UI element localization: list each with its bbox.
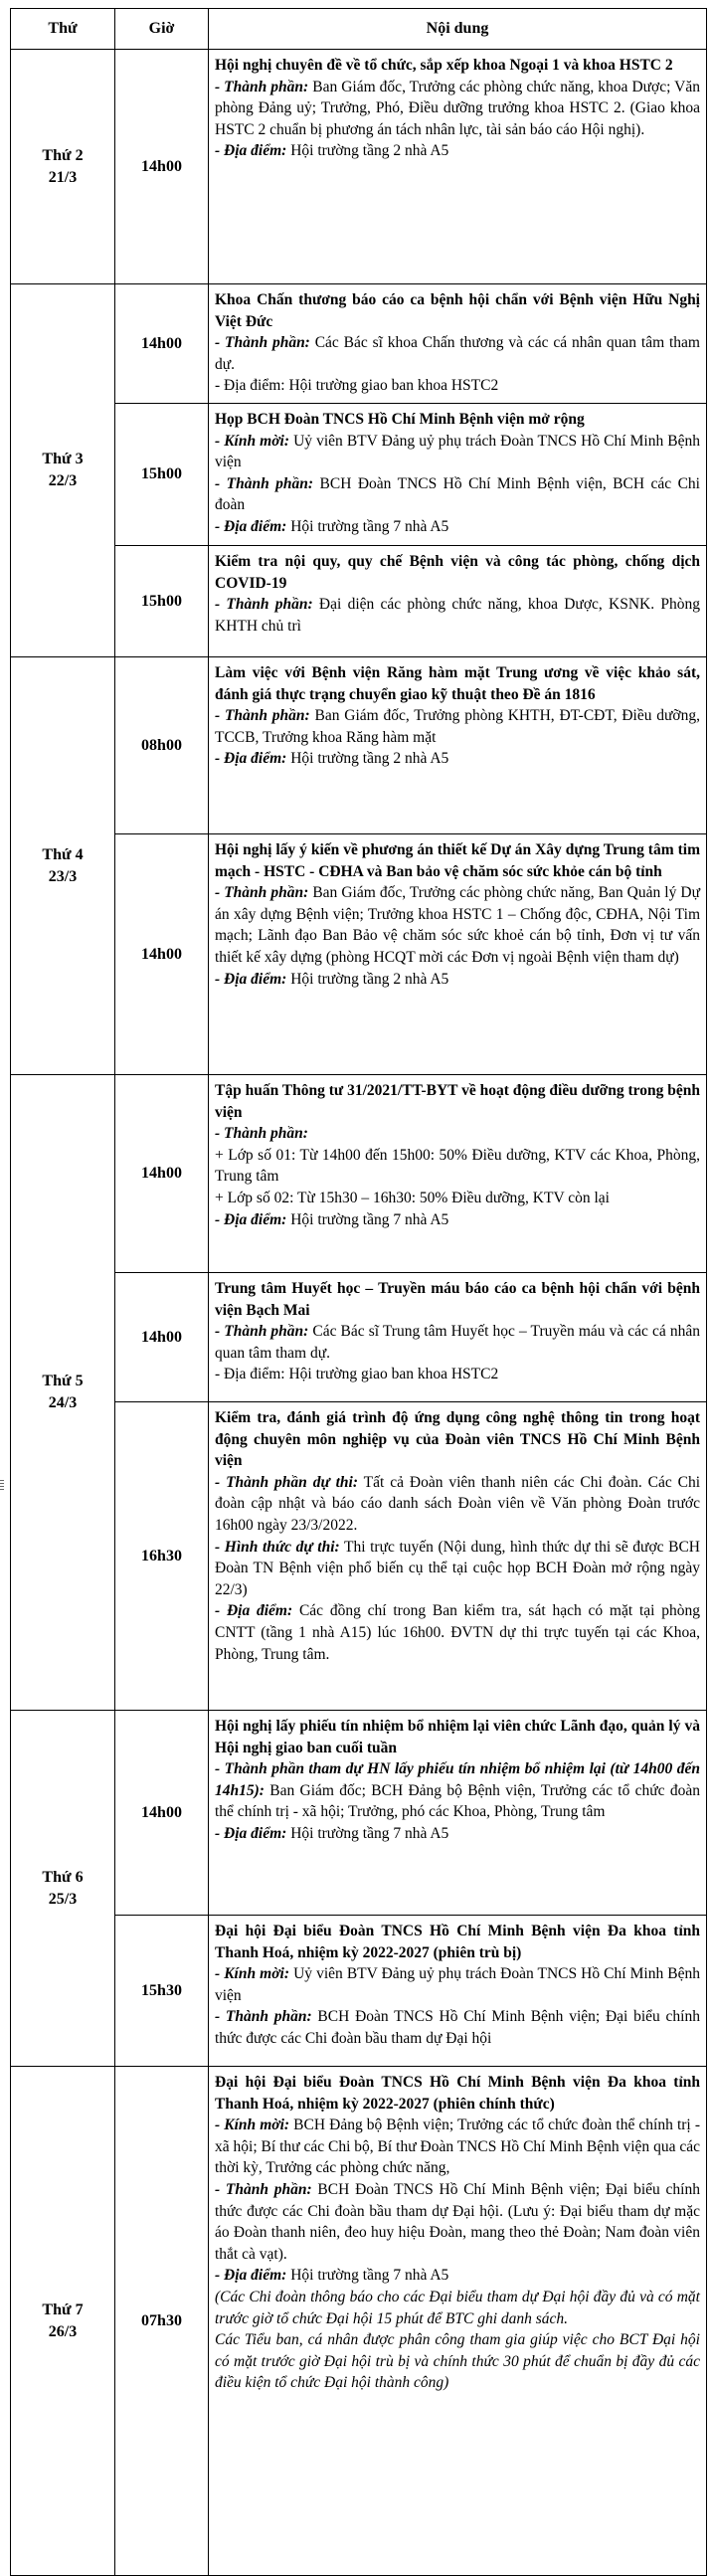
day-name: Thứ 5 [42, 1373, 84, 1389]
time-cell: 07h30 [115, 2067, 209, 2576]
event-title: Hội nghị lấy ý kiến về phương án thiết kế Dự án Xây dựng Trung tâm tim mạch - HSTC - CĐHA và Ban bảo vệ chăm sóc sức khỏe cán bộ tỉnh [215, 841, 700, 880]
event-note: (Các Chi đoàn thông báo cho các Đại biểu tham dự Đại hội đầy đủ và có mặt trước giờ tổ chức Đại hội 15 phút để BTC ghi danh sách. [215, 2288, 700, 2327]
day-date: 21/3 [48, 168, 78, 186]
event-content [209, 2067, 707, 2576]
event-title: Khoa Chấn thương báo cáo ca bệnh hội chẩn với Bệnh viện Hữu Nghị Việt Đức [215, 291, 700, 330]
event-content [209, 834, 707, 1075]
event-line: - Kính mời: Uỷ viên BTV Đảng uỷ phụ trách Đoàn TNCS Hồ Chí Minh Bệnh viện [215, 1965, 700, 2004]
event-title: Đại hội Đại biểu Đoàn TNCS Hồ Chí Minh Bệnh viện Đa khoa tỉnh Thanh Hoá, nhiệm kỳ 2022-2027 (phiên trù bị) [215, 1923, 700, 1961]
day-cell [11, 1711, 115, 2067]
time-cell: 14h00 [115, 834, 209, 1075]
event-title: Làm việc với Bệnh viện Răng hàm mặt Trung ương về việc khảo sát, đánh giá thực trạng chuyển giao kỹ thuật theo Đề án 1816 [215, 664, 700, 703]
table-row [11, 284, 707, 404]
event-title: Hội nghị lấy phiếu tín nhiệm bổ nhiệm lại viên chức Lãnh đạo, quản lý và Hội nghị giao ban cuối tuần [215, 1718, 700, 1756]
event-line: - Thành phần: BCH Đoàn TNCS Hồ Chí Minh Bệnh viện; Đại biểu chính thức được các Chi đoàn bầu tham dự Đại hội [215, 2008, 700, 2047]
event-line: - Thành phần: Ban Giám đốc, Trưởng phòng KHTH, ĐT-CĐT, Điều dưỡng, TCCB, Trưởng khoa Răng hàm mặt [215, 707, 700, 746]
table-row [11, 1711, 707, 1916]
day-cell [11, 657, 115, 1075]
time-cell: 14h00 [115, 1711, 209, 1916]
event-title: Họp BCH Đoàn TNCS Hồ Chí Minh Bệnh viện mở rộng [215, 411, 585, 428]
day-name: Thứ 7 [42, 2300, 84, 2318]
event-line: - Địa điểm: Hội trường giao ban khoa HSTC2 [215, 1366, 499, 1383]
event-content [209, 1075, 707, 1273]
event-line: - Thành phần: Ban Giám đốc, Trưởng các phòng chức năng, Ban Quản lý Dự án xây dựng Bệnh viện; Trưởng khoa HSTC 1 – Chống độc, CĐHA, Nội Tim mạch; Lãnh đạo Ban Bảo vệ chăm sóc sức khoẻ cán bộ tỉnh, Đơn vị tư vấn thiết kế xây dựng (phòng HCQT mời các Đơn vị ngoài Bệnh viện tham dự) [215, 884, 700, 966]
event-content [209, 404, 707, 546]
event-line: + Lớp số 01: Từ 14h00 đến 15h00: 50% Điều dưỡng, KTV các Khoa, Phòng, Trung tâm [215, 1146, 700, 1186]
time-cell: 16h30 [115, 1402, 209, 1711]
time-cell: 15h00 [115, 546, 209, 657]
day-cell [11, 1075, 115, 1711]
table-row [11, 50, 707, 284]
table-row [11, 1402, 707, 1711]
day-name: Thứ 6 [42, 1868, 84, 1886]
event-line: - Địa điểm: Hội trường tầng 2 nhà A5 [215, 142, 449, 160]
table-row [11, 2067, 707, 2576]
event-line: - Kính mời: Uỷ viên BTV Đảng uỷ phụ trách Đoàn TNCS Hồ Chí Minh Bệnh viện [215, 432, 700, 471]
event-line: + Lớp số 02: Từ 15h30 – 16h30: 50% Điều dưỡng, KTV còn lại [215, 1189, 610, 1206]
header-noidung: Nội dung [209, 9, 707, 50]
day-name: Thứ 4 [42, 845, 84, 863]
event-title: Hội nghị chuyên đề về tổ chức, sắp xếp khoa Ngoại 1 và khoa HSTC 2 [215, 57, 673, 74]
event-content [209, 657, 707, 834]
table-row [11, 1075, 707, 1273]
event-note: Các Tiểu ban, cá nhân được phân công tham gia giúp việc cho BCT Đại hội có mặt trước giờ Đại hội trù bị và chính thức 30 phút để chuẩn bị đầy đủ các điều kiện tổ chức Đại hội thành công) [215, 2331, 700, 2392]
event-content [209, 1402, 707, 1711]
event-title: Đại hội Đại biểu Đoàn TNCS Hồ Chí Minh Bệnh viện Đa khoa tỉnh Thanh Hoá, nhiệm kỳ 2022-2027 (phiên chính thức) [215, 2074, 700, 2113]
event-line: - Thành phần tham dự HN lấy phiếu tín nhiệm bổ nhiệm lại (từ 14h00 đến 14h15): Ban Giám đốc; BCH Đảng bộ Bệnh viện, Trưởng các tổ chức đoàn thể chính trị - xã hội; Trưởng, phó các Khoa, Phòng, Trung tâm [215, 1760, 700, 1821]
day-cell [11, 2067, 115, 2576]
event-content [209, 1273, 707, 1402]
event-title: Kiểm tra, đánh giá trình độ ứng dụng công nghệ thông tin trong hoạt động chuyên môn nghiệp vụ của Đoàn viên TNCS Hồ Chí Minh Bệnh viện [215, 1409, 700, 1470]
time-cell: 14h00 [115, 50, 209, 284]
event-title: Tập huấn Thông tư 31/2021/TT-BYT về hoạt động điều dưỡng trong bệnh viện [215, 1082, 700, 1121]
day-name: Thứ 2 [42, 146, 84, 164]
event-line: - Thành phần: BCH Đoàn TNCS Hồ Chí Minh Bệnh viện; Đại biểu chính thức được các Chi đoàn bầu tham dự Đại hội. (Lưu ý: Đại biểu tham dự mặc áo Đoàn thanh niên, đeo huy hiệu Đoàn, mang theo thẻ Đoàn; Nam đoàn viên thắt cà vạt). [215, 2180, 700, 2263]
event-line: - Hình thức dự thi: Thi trực tuyến (Nội dung, hình thức dự thi sẽ được BCH Đoàn TN Bệnh viện phổ biến cụ thể tại cuộc họp BCH Đoàn mở rộng ngày 22/3) [215, 1538, 700, 1598]
table-row [11, 1916, 707, 2067]
table-row [11, 404, 707, 546]
day-name: Thứ 3 [42, 451, 84, 467]
event-line: - Thành phần: BCH Đoàn TNCS Hồ Chí Minh Bệnh viện, BCH các Chi đoàn [215, 474, 700, 514]
event-line: - Địa điểm: Hội trường tầng 7 nhà A5 [215, 1824, 449, 1842]
event-content [209, 1916, 707, 2067]
event-line: - Thành phần: Đại diện các phòng chức năng, khoa Dược, KSNK. Phòng KHTH chủ trì [215, 596, 700, 635]
day-date: 23/3 [48, 867, 78, 885]
time-cell: 08h00 [115, 657, 209, 834]
time-cell: 14h00 [115, 1075, 209, 1273]
event-line: - Thành phần dự thi: Tất cả Đoàn viên thanh niên các Chi đoàn. Các Chi đoàn cập nhật và báo cáo danh sách Đoàn viên về Văn phòng Đoàn trước 16h00 ngày 23/3/2022. [215, 1473, 700, 1534]
event-content [209, 1711, 707, 1916]
event-line: - Địa điểm: Hội trường tầng 7 nhà A5 [215, 1210, 449, 1228]
day-date: 25/3 [48, 1890, 78, 1908]
event-content [209, 284, 707, 404]
day-date: 22/3 [48, 472, 78, 489]
table-row [11, 834, 707, 1075]
event-title: Trung tâm Huyết học – Truyền máu báo cáo ca bệnh hội chẩn với bệnh viện Bạch Mai [215, 1280, 700, 1319]
event-line: - Địa điểm: Hội trường tầng 2 nhà A5 [215, 970, 449, 988]
day-date: 24/3 [48, 1394, 78, 1411]
time-cell: 14h00 [115, 284, 209, 404]
event-line: - Địa điểm: Hội trường tầng 2 nhà A5 [215, 750, 449, 768]
event-line: - Địa điểm: Các đồng chí trong Ban kiểm tra, sát hạch có mặt tại phòng CNTT (tầng 1 nhà A15) lúc 16h00. ĐVTN dự thi trực tuyến tại các Khoa, Phòng, Trung tâm. [215, 1602, 700, 1663]
header-gio: Giờ [115, 9, 209, 50]
event-content [209, 546, 707, 657]
event-line: - Địa điểm: Hội trường giao ban khoa HSTC2 [215, 377, 499, 395]
event-line: - Kính mời: BCH Đảng bộ Bệnh viện; Trưởng các tổ chức đoàn thể chính trị - xã hội; Bí thư các Chi bộ, Bí thư Đoàn TNCS Hồ Chí Minh Bệnh viện qua các thời kỳ, Trưởng các phòng chức năng, [215, 2116, 700, 2177]
schedule-table [10, 8, 707, 2576]
time-cell: 15h30 [115, 1916, 209, 2067]
day-cell [11, 50, 115, 284]
event-content [209, 50, 707, 284]
time-cell: 15h00 [115, 404, 209, 546]
event-line: - Thành phần: Ban Giám đốc, Trưởng các phòng chức năng, khoa Dược; Văn phòng Đảng uỷ; Trưởng, Phó, Điều dưỡng trưởng khoa HSTC 2. (Giao khoa HSTC 2 chuẩn bị phương án tách nhân lực, tài sản báo cáo Hội nghị). [215, 78, 700, 138]
time-cell: 14h00 [115, 1273, 209, 1402]
table-row [11, 1273, 707, 1402]
event-line: - Thành phần: Các Bác sĩ Trung tâm Huyết học – Truyền máu và các cá nhân quan tâm tham dự. [215, 1323, 700, 1362]
event-line: - Thành phần: [215, 1125, 308, 1143]
header-thu: Thứ [11, 9, 115, 50]
event-line: - Địa điểm: Hội trường tầng 7 nhà A5 [215, 2267, 449, 2285]
event-title: Kiểm tra nội quy, quy chế Bệnh viện và công tác phòng, chống dịch COVID-19 [215, 553, 700, 592]
scroll-marker [0, 1480, 4, 1494]
day-cell [11, 284, 115, 657]
table-row [11, 657, 707, 834]
event-line: - Thành phần: Các Bác sĩ khoa Chấn thương và các cá nhân quan tâm tham dự. [215, 334, 700, 373]
table-row [11, 546, 707, 657]
table-header-row [11, 9, 707, 50]
event-line: - Địa điểm: Hội trường tầng 7 nhà A5 [215, 517, 449, 535]
day-date: 26/3 [48, 2322, 78, 2340]
